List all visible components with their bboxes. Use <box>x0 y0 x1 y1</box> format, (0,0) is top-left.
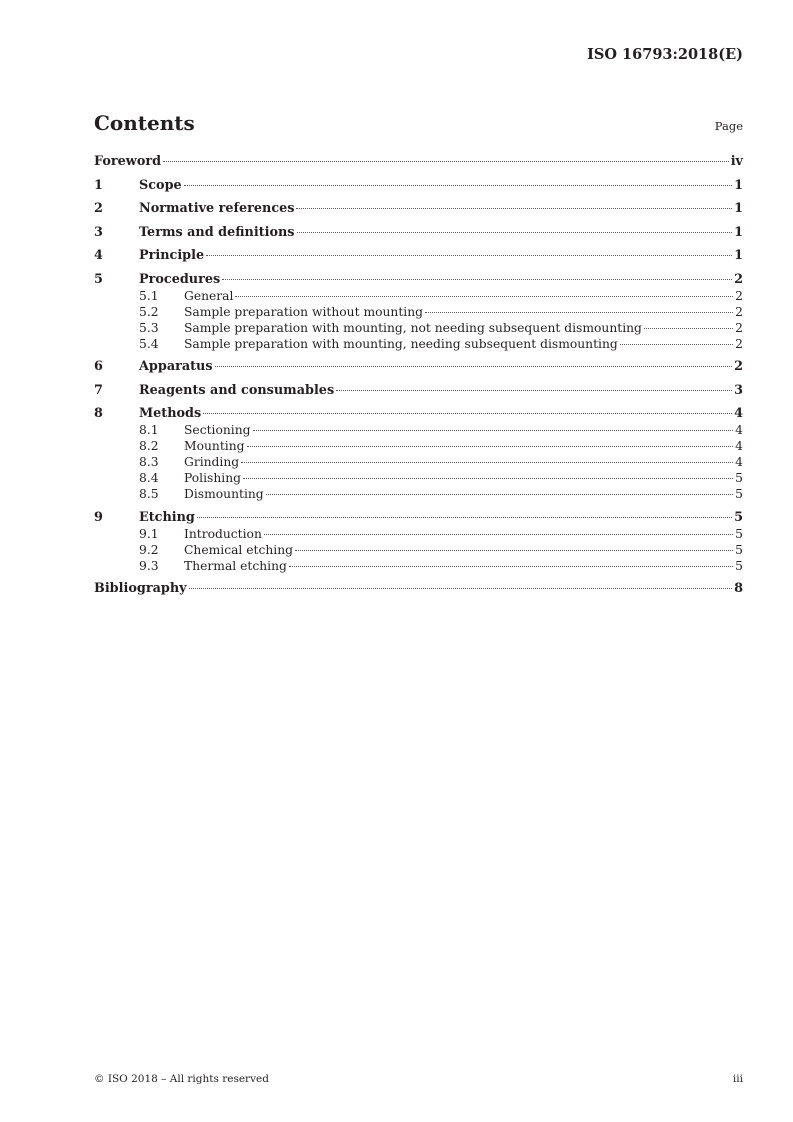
document-header-code: ISO 16793:2018(E) <box>587 46 743 63</box>
toc-dot-leader <box>266 494 734 495</box>
toc-entry-page: 3 <box>734 382 743 398</box>
toc-entry[interactable] <box>94 558 743 574</box>
toc-dot-leader <box>289 566 733 567</box>
toc-entry[interactable] <box>94 542 743 558</box>
toc-entry-number: 8.4 <box>139 471 159 485</box>
toc-entry[interactable] <box>94 336 743 352</box>
toc-dot-leader <box>336 390 732 391</box>
toc-entry-label: Grinding <box>184 455 240 469</box>
toc-entry-number: 8.2 <box>139 439 159 453</box>
toc-entry[interactable] <box>94 438 743 454</box>
toc-dot-leader <box>243 478 733 479</box>
toc-entry[interactable] <box>94 225 743 241</box>
toc-entry-label: Etching <box>139 509 195 525</box>
toc-entry-page: 1 <box>734 177 743 193</box>
toc-entry-page: 2 <box>735 320 743 335</box>
toc-entry-number: 6 <box>94 359 103 374</box>
toc-entry[interactable] <box>94 383 743 399</box>
toc-entry-number: 5 <box>94 271 103 287</box>
toc-dot-leader <box>264 534 733 535</box>
toc-entry-label: Mounting <box>184 439 245 453</box>
toc-entry-page: 1 <box>734 224 743 240</box>
toc-entry-page: 4 <box>735 423 743 437</box>
toc-entry-label: Terms and definitions <box>139 224 295 240</box>
toc-entry[interactable] <box>94 581 743 597</box>
toc-entry-number: 5.2 <box>139 304 159 319</box>
toc-dot-leader <box>295 550 733 551</box>
toc-entry-label: Apparatus <box>139 359 213 374</box>
toc-dot-leader <box>425 312 733 313</box>
toc-entry[interactable] <box>94 154 743 170</box>
toc-entry-label: Polishing <box>184 471 241 485</box>
table-of-contents <box>94 154 743 597</box>
toc-dot-leader <box>184 185 732 186</box>
toc-entry-label: Sample preparation with mounting, needing subsequent dismounting <box>184 336 618 351</box>
toc-entry-page: 2 <box>735 288 743 303</box>
toc-entry[interactable] <box>94 454 743 470</box>
toc-entry-page: 1 <box>734 248 743 263</box>
footer-copyright: © ISO 2018 – All rights reserved <box>94 1073 269 1085</box>
toc-dot-leader <box>197 517 732 518</box>
toc-entry-number: 5.4 <box>139 336 159 351</box>
toc-entry-page: 5 <box>735 487 743 501</box>
page-title: Contents <box>94 111 195 135</box>
toc-entry-label: Reagents and consumables <box>139 382 335 398</box>
toc-entry-page: 5 <box>735 471 743 485</box>
toc-entry-label: Principle <box>139 248 205 263</box>
toc-entry-number: 8.5 <box>139 487 159 501</box>
toc-entry-number: 8.3 <box>139 455 159 469</box>
toc-entry-page: 2 <box>735 336 743 351</box>
toc-entry-label: Introduction <box>184 526 262 541</box>
toc-entry-page: 4 <box>735 455 743 469</box>
toc-entry-label: Chemical etching <box>184 542 294 557</box>
toc-entry-number: 9 <box>94 509 103 525</box>
toc-entry-label: Sample preparation without mounting <box>184 304 424 319</box>
toc-entry-label: Foreword <box>94 154 162 169</box>
toc-entry-label: Dismounting <box>184 487 264 501</box>
toc-dot-leader <box>163 161 729 162</box>
toc-entry-page: 5 <box>734 509 743 525</box>
toc-entry-page: 5 <box>735 542 743 557</box>
toc-dot-leader <box>644 328 733 329</box>
toc-entry[interactable] <box>94 288 743 304</box>
toc-entry-label: Normative references <box>139 201 295 216</box>
toc-dot-leader <box>235 296 733 297</box>
toc-entry-page: 5 <box>735 558 743 573</box>
toc-entry[interactable] <box>94 304 743 320</box>
toc-entry[interactable] <box>94 470 743 486</box>
toc-entry-page: 4 <box>734 406 743 421</box>
toc-entry-label: Scope <box>139 177 182 193</box>
toc-entry-number: 7 <box>94 382 103 398</box>
toc-dot-leader <box>189 588 733 589</box>
toc-entry[interactable] <box>94 359 743 375</box>
toc-entry-page: 5 <box>735 526 743 541</box>
toc-dot-leader <box>297 232 733 233</box>
toc-entry-number: 5.3 <box>139 320 159 335</box>
toc-entry-number: 4 <box>94 248 103 263</box>
toc-entry-number: 9.2 <box>139 542 159 557</box>
toc-entry-page: 1 <box>734 201 743 216</box>
toc-entry[interactable] <box>94 201 743 217</box>
toc-dot-leader <box>206 255 732 256</box>
toc-entry-page: 8 <box>734 581 743 596</box>
toc-dot-leader <box>253 430 734 431</box>
toc-dot-leader <box>247 446 734 447</box>
footer-page-number: iii <box>732 1073 743 1085</box>
toc-entry-number: 9.3 <box>139 558 159 573</box>
toc-entry-page: 4 <box>735 439 743 453</box>
toc-entry-label: Sectioning <box>184 423 251 437</box>
toc-entry[interactable] <box>94 526 743 542</box>
toc-entry[interactable] <box>94 510 743 526</box>
toc-entry-label: Methods <box>139 406 202 421</box>
toc-dot-leader <box>203 413 732 414</box>
toc-entry-label: Sample preparation with mounting, not needing subsequent dismounting <box>184 320 642 335</box>
toc-entry[interactable] <box>94 248 743 264</box>
toc-entry-label: Thermal etching <box>184 558 287 573</box>
toc-entry-number: 1 <box>94 177 103 193</box>
toc-entry-number: 2 <box>94 201 103 216</box>
page-column-label: Page <box>714 119 743 133</box>
toc-dot-leader <box>296 208 732 209</box>
toc-entry-number: 8 <box>94 406 103 421</box>
toc-entry-label: Bibliography <box>94 581 187 596</box>
toc-dot-leader <box>215 366 733 367</box>
toc-entry-page: 2 <box>734 271 743 287</box>
toc-dot-leader <box>222 279 732 280</box>
toc-entry-label: Procedures <box>139 271 221 287</box>
toc-entry[interactable] <box>94 320 743 336</box>
toc-entry[interactable] <box>94 178 743 194</box>
toc-entry-number: 9.1 <box>139 526 159 541</box>
toc-entry[interactable] <box>94 422 743 438</box>
toc-dot-leader <box>620 344 733 345</box>
toc-entry-number: 3 <box>94 224 103 240</box>
toc-dot-leader <box>241 462 733 463</box>
toc-entry-page: iv <box>730 154 743 169</box>
toc-entry-number: 8.1 <box>139 423 159 437</box>
toc-entry-page: 2 <box>734 359 743 374</box>
toc-entry[interactable] <box>94 486 743 502</box>
toc-entry[interactable] <box>94 406 743 422</box>
toc-entry[interactable] <box>94 272 743 288</box>
toc-entry-number: 5.1 <box>139 288 159 303</box>
toc-entry-page: 2 <box>735 304 743 319</box>
toc-entry-label: General <box>184 288 234 303</box>
